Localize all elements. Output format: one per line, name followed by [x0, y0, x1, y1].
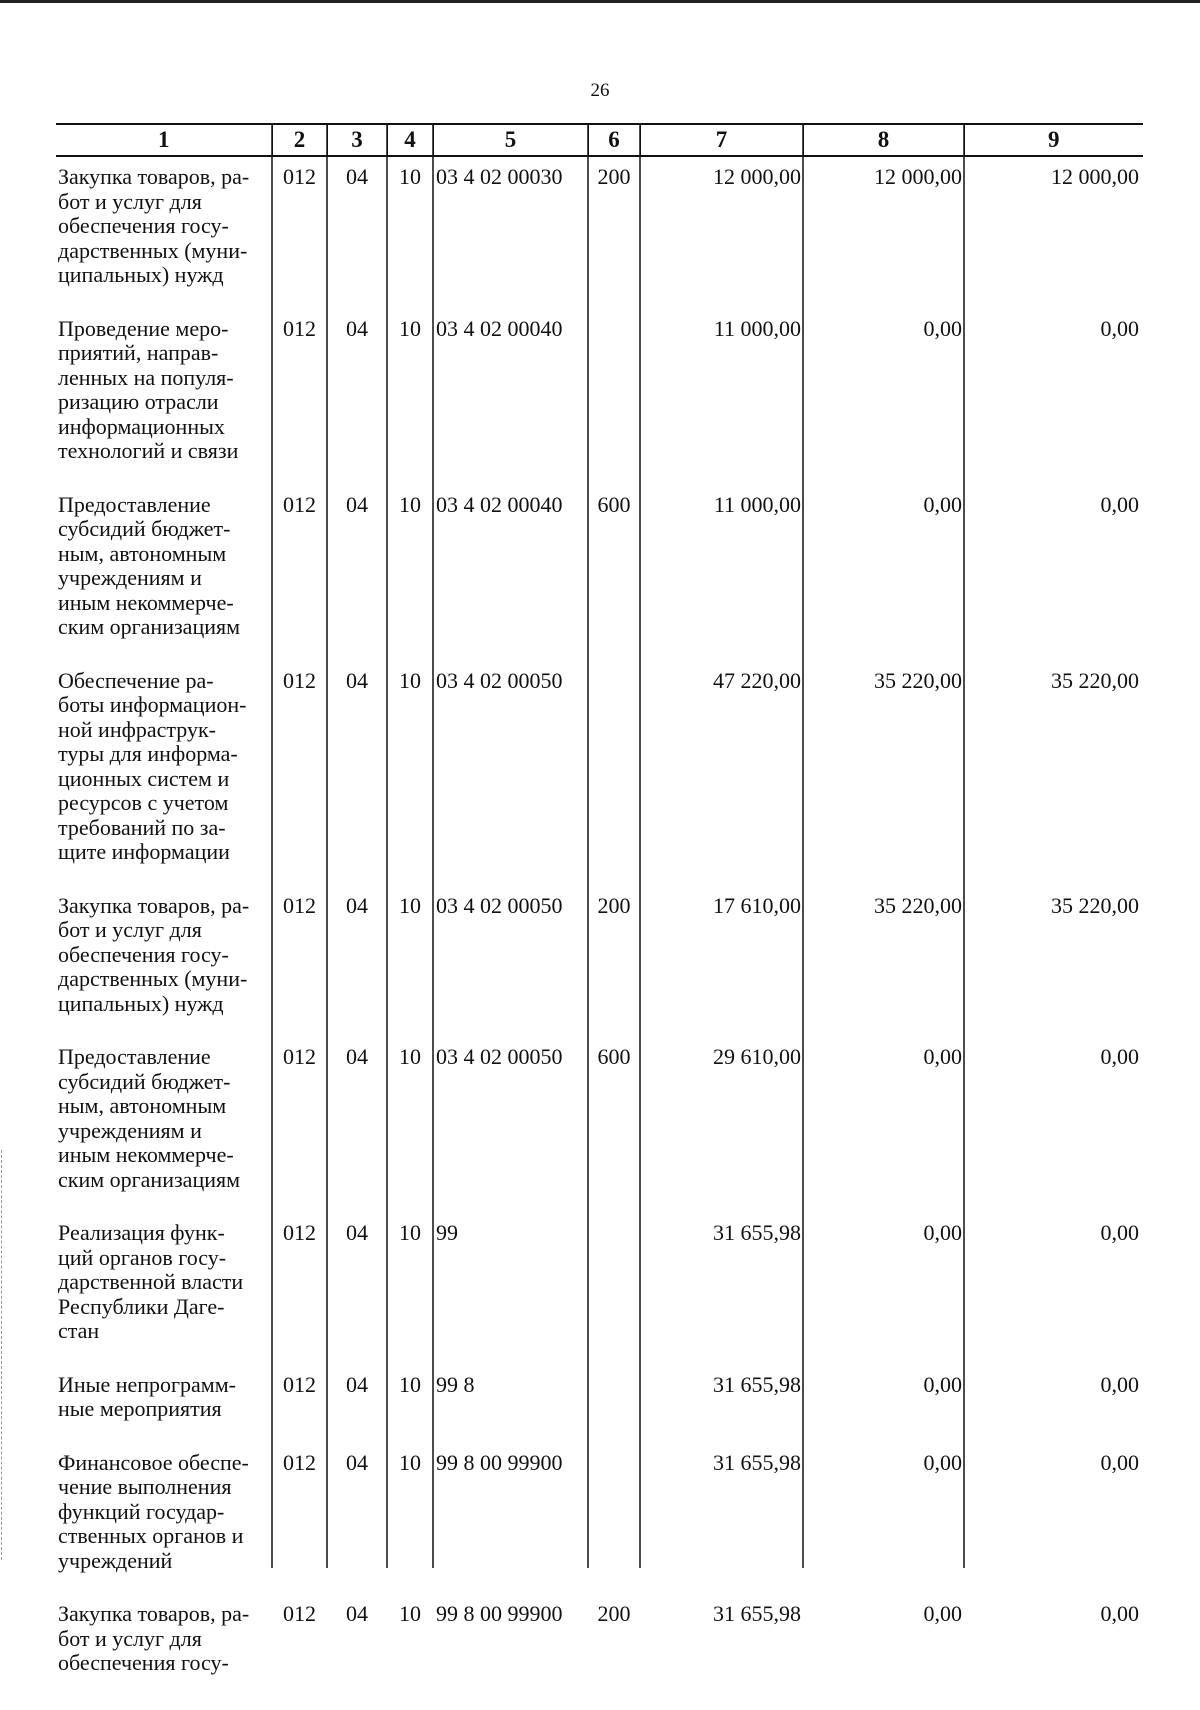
- table-body: [56, 156, 1143, 1697]
- cell-section-code: 04: [346, 315, 368, 341]
- cell-amount-col7: 29 610,00: [713, 1044, 801, 1069]
- cell-target-article: 03 4 02 00050: [436, 667, 563, 693]
- cell-amount-col7: 11 000,00: [713, 491, 801, 517]
- cell-target-article: 99: [436, 1220, 458, 1245]
- cell-subsection-code: 10: [399, 1220, 421, 1245]
- column-header-3: 3: [327, 124, 387, 156]
- cell-amount-col7: 31 655,98: [713, 1601, 801, 1626]
- cell-amount-col8: 0,00: [923, 315, 962, 341]
- cell-ministry-code: 012: [283, 892, 316, 918]
- table-row: [56, 1037, 1143, 1213]
- cell-expense-type: [588, 1443, 640, 1595]
- column-header-7: 7: [640, 124, 803, 156]
- cell-ministry-code: 012: [283, 1601, 316, 1626]
- cell-amount-col9: 0,00: [1100, 491, 1139, 517]
- cell-amount-col8: 0,00: [923, 1601, 962, 1626]
- cell-expense-type: [588, 661, 640, 886]
- cell-amount-col9: 0,00: [1100, 1449, 1139, 1475]
- cell-section-code: 04: [346, 1044, 368, 1069]
- table-row: [56, 1213, 1143, 1365]
- cell-amount-col9: 0,00: [1100, 1220, 1139, 1245]
- row-description: Проведение меро- приятий, направ- ленных на популя- ризацию отрасли информационных технологий и связи: [58, 315, 239, 463]
- cell-amount-col7: 12 000,00: [713, 164, 801, 189]
- table-row: [56, 661, 1143, 886]
- cell-subsection-code: 10: [399, 1044, 421, 1069]
- cell-amount-col9: 0,00: [1100, 315, 1139, 341]
- column-header-6: 6: [588, 124, 640, 156]
- cell-ministry-code: 012: [283, 164, 316, 189]
- cell-amount-col9: 35 220,00: [1051, 667, 1139, 693]
- row-description: Реализация функ- ций органов госу- дарственной власти Республики Даге- стан: [58, 1220, 244, 1343]
- cell-ministry-code: 012: [283, 1371, 316, 1397]
- cell-amount-col7: 31 655,98: [713, 1371, 801, 1397]
- cell-amount-col9: 0,00: [1100, 1044, 1139, 1069]
- row-description: Закупка товаров, ра- бот и услуг для обеспечения госу- дарственных (муни- ципальных) нужд: [58, 164, 250, 287]
- cell-amount-col7: 31 655,98: [713, 1449, 801, 1475]
- cell-expense-type: [588, 309, 640, 485]
- cell-target-article: 99 8: [436, 1371, 475, 1397]
- row-description: Финансовое обеспе- чение выполнения функций государ- ственных органов и учреждений: [58, 1449, 249, 1573]
- cell-amount-col8: 0,00: [923, 1371, 962, 1397]
- cell-ministry-code: 012: [283, 1449, 316, 1475]
- cell-amount-col8: 0,00: [923, 1449, 962, 1475]
- page-number: 26: [590, 80, 610, 101]
- column-header-8: 8: [803, 124, 964, 156]
- cell-subsection-code: 10: [399, 1449, 421, 1475]
- cell-amount-col7: 31 655,98: [713, 1220, 801, 1245]
- row-description: Обеспечение ра- боты информацион- ной инфраструк- туры для информа- ционных систем и ресурсов с учетом требований по за- щите информации: [58, 667, 247, 864]
- cell-target-article: 03 4 02 00050: [436, 1044, 563, 1069]
- cell-expense-type: 200: [597, 892, 631, 918]
- cell-ministry-code: 012: [283, 315, 316, 341]
- budget-table-wrapper: [56, 123, 1143, 1675]
- header-row: [56, 124, 1143, 156]
- cell-amount-col7: 11 000,00: [713, 315, 801, 341]
- cell-subsection-code: 10: [399, 491, 421, 517]
- cell-expense-type: 200: [597, 164, 631, 189]
- cell-section-code: 04: [346, 892, 368, 918]
- cell-amount-col8: 0,00: [923, 1044, 962, 1069]
- cell-section-code: 04: [346, 164, 368, 189]
- cell-target-article: 03 4 02 00050: [436, 892, 563, 918]
- cell-ministry-code: 012: [283, 1044, 316, 1069]
- column-header-9: 9: [964, 124, 1143, 156]
- cell-amount-col7: 17 610,00: [713, 892, 801, 918]
- cell-amount-col9: 12 000,00: [1051, 164, 1139, 189]
- row-description: Закупка товаров, ра- бот и услуг для обеспечения госу- дарственных (муни- ципальных) нужд: [58, 892, 250, 1016]
- cell-target-article: 99 8 00 99900: [436, 1601, 563, 1626]
- cell-subsection-code: 10: [399, 164, 421, 189]
- cell-amount-col8: 0,00: [923, 1220, 962, 1245]
- cell-expense-type: 600: [597, 1044, 631, 1069]
- column-header-1: 1: [56, 124, 272, 156]
- cell-target-article: 99 8 00 99900: [436, 1449, 563, 1475]
- cell-target-article: 03 4 02 00040: [436, 491, 563, 517]
- cell-expense-type: [588, 1213, 640, 1365]
- cell-expense-type: 600: [597, 491, 631, 517]
- cell-amount-col8: 35 220,00: [874, 892, 962, 918]
- cell-section-code: 04: [346, 667, 368, 693]
- table-row: [56, 485, 1143, 661]
- row-description: Предоставление субсидий бюджет- ным, автономным учреждениям и иным некоммерче- ским организациям: [58, 491, 241, 639]
- column-header-2: 2: [272, 124, 327, 156]
- table-row: [56, 309, 1143, 485]
- cell-subsection-code: 10: [399, 1371, 421, 1397]
- cell-section-code: 04: [346, 491, 368, 517]
- cell-ministry-code: 012: [283, 491, 316, 517]
- cell-subsection-code: 10: [399, 892, 421, 918]
- table-row: [56, 1365, 1143, 1443]
- row-description: Закупка товаров, ра- бот и услуг для обеспечения госу-: [58, 1601, 250, 1675]
- table-row: [56, 1443, 1143, 1595]
- cell-target-article: 03 4 02 00040: [436, 315, 563, 341]
- row-description: Предоставление субсидий бюджет- ным, автономным учреждениям и иным некоммерче- ским организациям: [58, 1044, 241, 1192]
- cell-amount-col9: 0,00: [1100, 1371, 1139, 1397]
- budget-table: [56, 123, 1143, 1697]
- cell-subsection-code: 10: [399, 315, 421, 341]
- cell-ministry-code: 012: [283, 1220, 316, 1245]
- page-top-edge: [0, 0, 1200, 3]
- table-row: [56, 1594, 1143, 1697]
- cell-amount-col9: 35 220,00: [1051, 892, 1139, 918]
- cell-amount-col7: 47 220,00: [713, 667, 801, 693]
- scan-edge-mark: [1, 1150, 3, 1560]
- cell-expense-type: 200: [597, 1601, 631, 1626]
- cell-section-code: 04: [346, 1220, 368, 1245]
- cell-subsection-code: 10: [399, 1601, 421, 1626]
- cell-ministry-code: 012: [283, 667, 316, 693]
- table-row: [56, 886, 1143, 1038]
- cell-target-article: 03 4 02 00030: [436, 164, 563, 189]
- column-header-4: 4: [387, 124, 433, 156]
- row-description: Иные непрограмм- ные мероприятия: [58, 1371, 236, 1421]
- cell-amount-col8: 0,00: [923, 491, 962, 517]
- cell-section-code: 04: [346, 1371, 368, 1397]
- cell-amount-col8: 12 000,00: [874, 164, 962, 189]
- cell-expense-type: [588, 1365, 640, 1443]
- column-header-5: 5: [433, 124, 588, 156]
- cell-subsection-code: 10: [399, 667, 421, 693]
- cell-amount-col9: 0,00: [1100, 1601, 1139, 1626]
- cell-section-code: 04: [346, 1449, 368, 1475]
- cell-section-code: 04: [346, 1601, 368, 1626]
- table-row: [56, 156, 1143, 309]
- cell-amount-col8: 35 220,00: [874, 667, 962, 693]
